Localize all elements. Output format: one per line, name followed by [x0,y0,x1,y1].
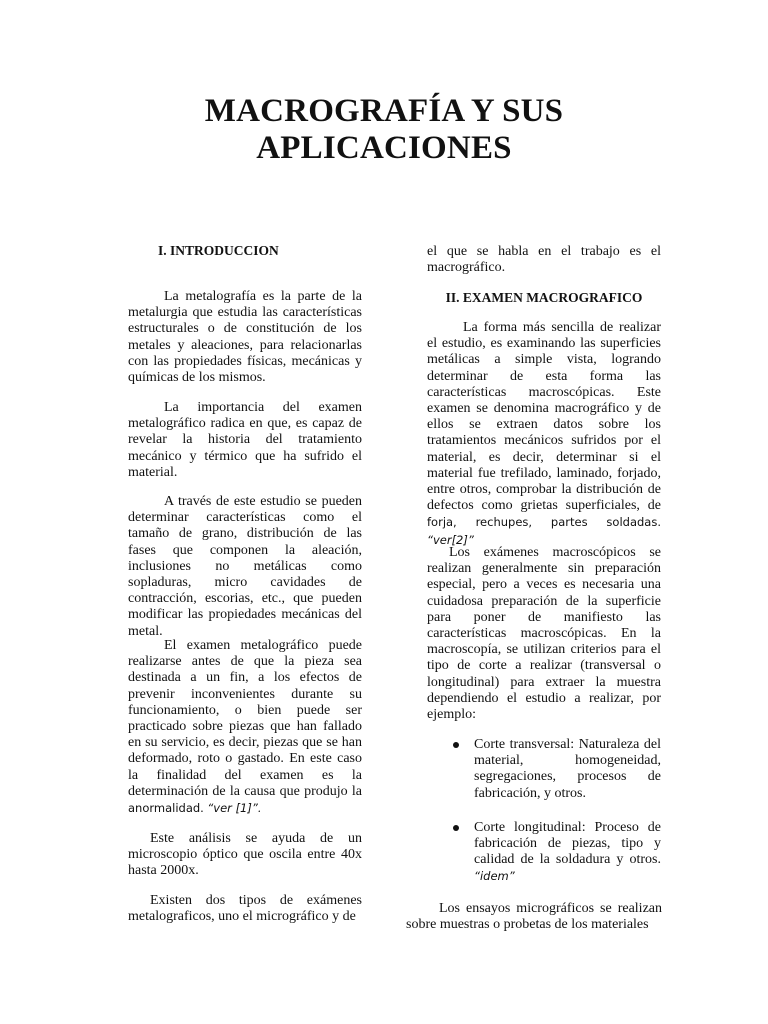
right-paragraph-3: Los ensayos micrográficos se realizan sobre muestras o probetas de los materiales [406,901,662,933]
right-paragraph-1 [427,320,661,549]
right-paragraph-2: Los exámenes macroscópicos se realizan generalmente sin preparación especial, pero a veces es necesaria una cuidadosa preparación de la superficie para poner de manifiesto las características macroscópicas. En la macroscopía, se utilizan criterios para el tipo de corte a realizar (transversal o longitudinal) para extraer la muestra dependiendo el estudio a realizar, por ejemplo: [427,545,661,723]
paragraph-2-block [128,400,362,481]
right-paragraph-1-block [427,320,661,549]
bullet-item-transversal-text: Corte transversal: Naturaleza del material, homogeneidad, segregaciones, procesos de fabricación, y otros. [474,737,661,801]
bullet-item-longitudinal-text: Corte longitudinal: Proceso de fabricación de piezas, tipo y calidad de la soldadura y otros. [474,819,661,868]
paragraph-3-block [128,494,362,640]
intro-paragraph-6: Existen dos tipos de exámenes metalograficos, uno el micrográfico y de [128,893,362,925]
right-paragraph-1-tail: forja, rechupes, partes soldadas. [427,515,661,530]
intro-paragraph-3: A través de este estudio se pueden determinar características como el tamaño de grano, distribución de las fases que componen la aleación, inclusiones no metálicas como sopladuras, micro cavidades de contracción, escorias, etc., que pueden modificar las propiedades mecánicas del metal. [128,494,362,639]
intro-paragraph-5: Este análisis se ayuda de un microscopio óptico que oscila entre 40x hasta 2000x. [128,831,362,879]
bullet-item-longitudinal [427,820,661,886]
right-column [427,0,661,1024]
citation-ref-1: “ver [1]”. [207,801,262,816]
right-paragraph-0: el que se habla en el trabajo es el macrográfico. [427,244,661,276]
intro-paragraph-4-text: El examen metalográfico puede realizarse antes de que la pieza sea destinada a un fin, a los efectos de prevenir inconvenientes durante su funcionamiento, o bien puede ser practicado sobre piezas que han fallado en su servicio, es decir, piezas que se han deformado, roto o gastado. En este caso la finalidad del examen es la determinación de la causa que produjo la [128,638,362,799]
bullet-item-transversal [427,737,661,802]
intro-paragraph-4 [128,638,362,817]
paragraph-1-block [128,289,362,386]
right-paragraph-3-block [406,901,662,933]
section-heading-examen-macrografico: II. EXAMEN MACROGRAFICO [445,290,643,305]
right-paragraph-1-text: La forma más sencilla de realizar el estudio, es examinando las superficies metálicas a simple vista, logrando determinar de esta forma las características macroscópicas. Este examen se denomina macrográfico y de ellos se extraen datos sobre los tratamientos mecánicos sufridos por el material, es decir, determinar si el material fue trefilado, laminado, forjado, entre otros, comprobar la distribución de defectos como grietas superficiales, de [427,320,661,514]
paragraph-5-block [128,831,362,880]
paragraph-6-block [128,893,362,925]
title-line-2: APLICACIONES [256,130,512,166]
citation-idem: “idem” [474,869,515,884]
bullet-list-block [427,737,661,886]
bullet-dot-icon [453,742,459,748]
intro-paragraph-2: La importancia del examen metalográfico radica en que, es capaz de revelar la historia del tratamiento mecánico y térmico que ha sufrido el material. [128,400,362,480]
title-line-1: MACROGRAFÍA Y SUS [204,93,564,129]
intro-paragraph-1: La metalografía es la parte de la metalurgia que estudia las características estructurales o de constitución de los metales y aleaciones, para relacionarlas con las propiedades físicas, mecánicas y químicas de los mismos. [128,289,362,386]
section-heading-introduccion: I. INTRODUCCION [158,243,279,258]
left-column [128,0,362,1024]
bullet-dot-icon [453,825,459,831]
corte-bullet-list [427,737,661,886]
right-paragraph-0-block [427,244,661,276]
right-paragraph-2-block [427,545,661,723]
intro-paragraph-4-tail: anormalidad. [128,801,204,816]
paragraph-4-block [128,638,362,817]
citation-ref-2: “ver[2]” [427,532,474,547]
